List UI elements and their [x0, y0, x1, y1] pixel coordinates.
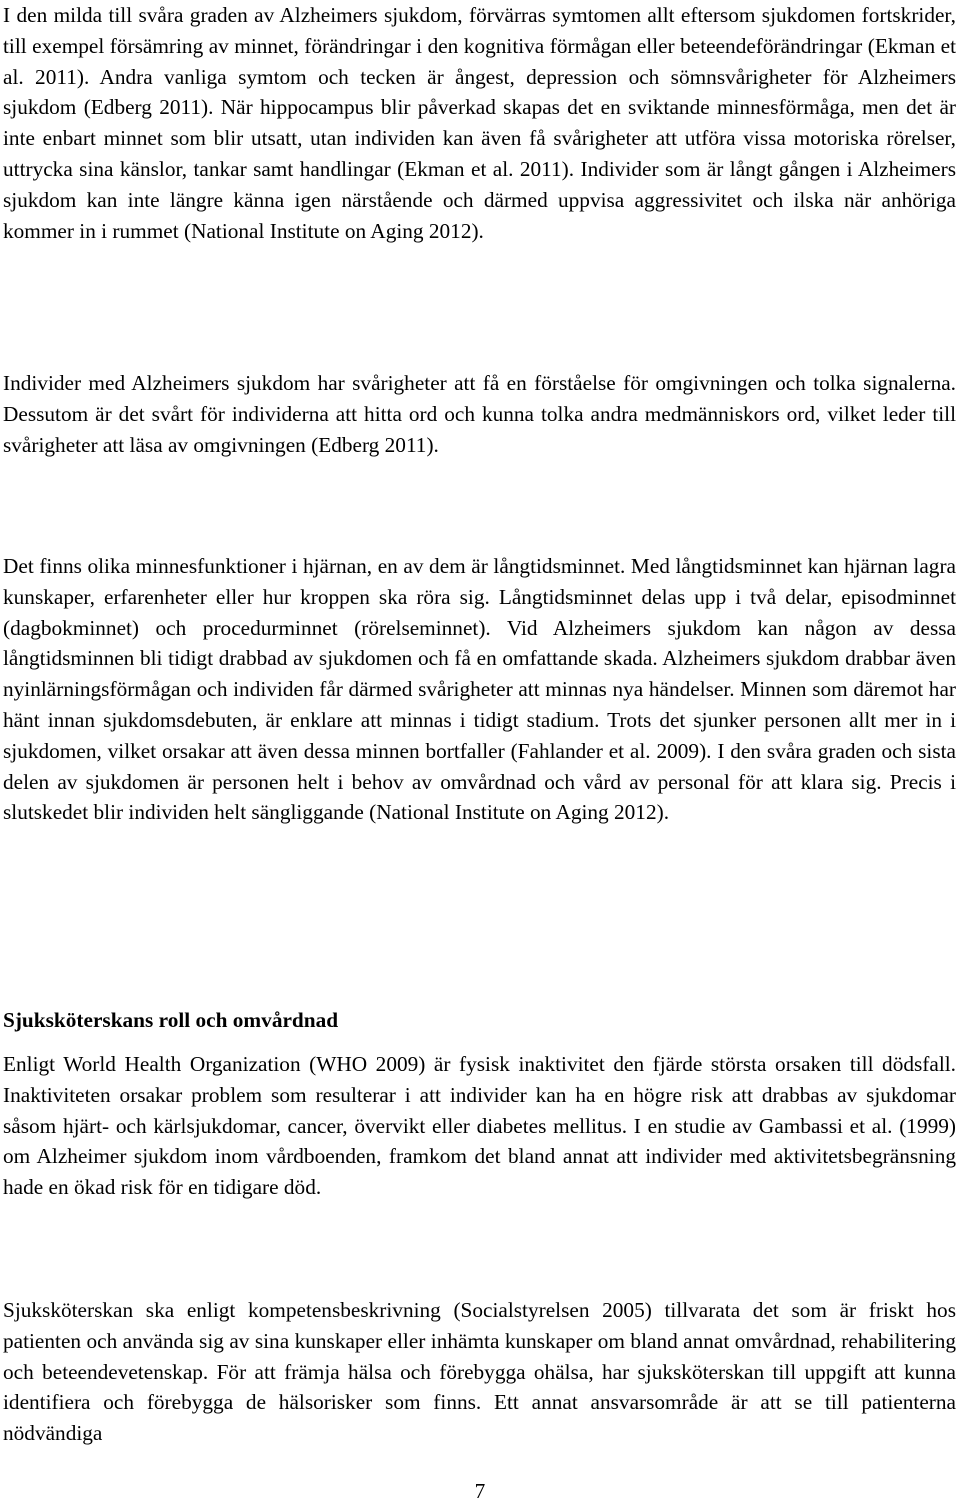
- paragraph-alzheimers-symptoms: I den milda till svåra graden av Alzheimers sjukdom, förvärras symtomen allt eftersom sjukdomen fortskrider, till exempel försämring av minnet, förändringar i den kognitiva förmågan eller beteendeförändringar (Ekman et al. 2011). Andra vanliga symtom och tecken är ångest, depression och sömnsvårigheter för Alzheimers sjukdom (Edberg 2011). När hippocampus blir påverkad skapas det en sviktande minnesförmåga, men det är inte enbart minnet som blir utsatt, utan individen kan även få svårigheter att utföra vissa motoriska rörelser, uttrycka sina känslor, tankar samt handlingar (Ekman et al. 2011). Individer som är långt gången i Alzheimers sjukdom kan inte längre känna igen närstående och därmed uppvisa aggressivitet och ilska när anhöriga kommer in i rummet (National Institute on Aging 2012).: [3, 3, 956, 243]
- section-heading: Sjuksköterskans roll och omvårdnad: [3, 1008, 339, 1032]
- paragraph-nurse-competence: Sjuksköterskan ska enligt kompetensbeskrivning (Socialstyrelsen 2005) tillvarata det som är friskt hos patienten och använda sig av sina kunskaper eller inhämta kunskaper om bland annat omvårdnad, rehabilitering och beteendevetenskap. För att främja hälsa och förebygga ohälsa, har sjuksköterskan till uppgift att kunna identifiera och förebygga de hälsorisker som finns. Ett annat ansvarsområde är att se till patienterna nödvändiga: [3, 1298, 956, 1446]
- paragraph-physical-inactivity: Enligt World Health Organization (WHO 2009) är fysisk inaktivitet den fjärde största orsaken till dödsfall. Inaktiviteten orsakar problem som resulterar i att individer kan ha en högre risk att drabbas av sjukdomar såsom hjärt- och kärlsjukdomar, cancer, övervikt eller diabetes mellitus. I en studie av Gambassi et al. (1999) om Alzheimer sjukdom inom vårdboenden, framkom det bland annat att individer med aktivitetsbegränsning hade en ökad risk för en tidigare död.: [3, 1052, 956, 1200]
- paragraph-memory-functions: Det finns olika minnesfunktioner i hjärnan, en av dem är långtidsminnet. Med långtidsminnet kan hjärnan lagra kunskaper, erfarenheter eller hur kroppen ska röra sig. Långtidsminnet delas upp i två delar, episodminnet (dagbokminnet) och procedurminnet (rörelseminnet). Vid Alzheimers sjukdom kan någon av dessa långtidsminnen bli tidigt drabbad av sjukdomen och få en omfattande skada. Alzheimers sjukdom drabbar även nyinlärningsförmågan och individen får därmed svårigheter att minnas nya händelser. Minnen som däremot har hänt innan sjukdomsdebuten, är enklare att minnas i tidigt stadium. Trots det sjunker personen allt mer in i sjukdomen, vilket orsakar att även dessa minnen bortfaller (Fahlander et al. 2009). I den svåra graden och sista delen av sjukdomen är personen helt i behov av omvårdnad och vård av personal för att klara sig. Precis i slutskedet blir individen helt sängliggande (National Institute on Aging 2012).: [3, 554, 956, 825]
- paragraph-understanding-surroundings: Individer med Alzheimers sjukdom har svårigheter att få en förståelse för omgivningen och tolka signalerna. Dessutom är det svårt för individerna att hitta ord och kunna tolka andra medmänniskors ord, vilket leder till svårigheter att läsa av omgivningen (Edberg 2011).: [3, 371, 956, 457]
- page-number: 7: [474, 1479, 486, 1503]
